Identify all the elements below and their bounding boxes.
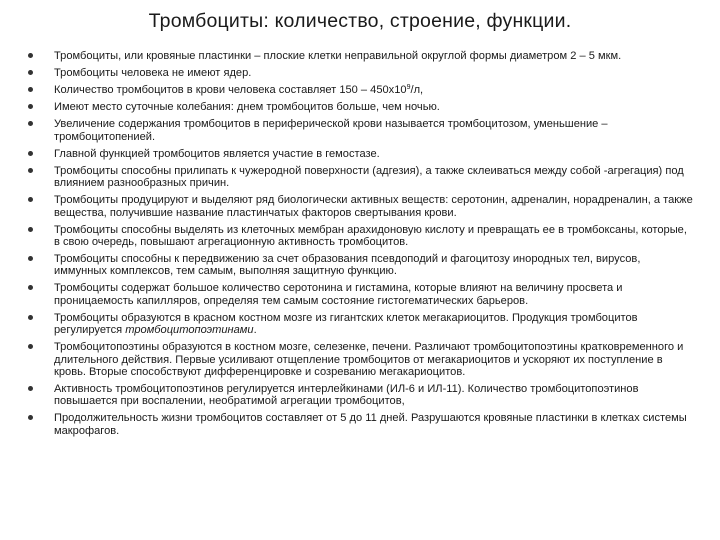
bullet-item — [28, 165, 694, 190]
bullet-text-pre: Тромбоциты образуются в красном костном мозге из гигантских клеток мегакариоцитов. Продукция тромбоцитов регулируется — [54, 311, 638, 337]
bullet-dot-icon — [28, 285, 33, 290]
bullet-dot-icon — [28, 70, 33, 75]
bullet-text-post: . — [253, 324, 257, 337]
bullet-text-pre: Количество тромбоцитов в крови человека составляет 150 – 450х10 — [54, 84, 407, 97]
bullet-item — [28, 148, 694, 160]
bullet-text: Тромбоциты способны к передвижению за счет образования псевдоподий и фагоцитозу инородных тел, вирусов, иммунных комплексов, тем самым, выполняя защитную функцию. — [54, 253, 641, 278]
slide-title: Тромбоциты: количество, строение, функции. — [148, 10, 572, 32]
bullet-item — [28, 312, 694, 337]
bullet-text: Имеют место суточные колебания: днем тромбоцитов больше, чем ночью. — [54, 101, 440, 114]
bullet-item — [28, 101, 694, 113]
bullet-item — [28, 224, 694, 249]
bullet-dot-icon — [28, 197, 33, 202]
bullet-item — [28, 50, 694, 62]
bullet-dot-icon — [28, 168, 33, 173]
bullet-text: Главной функцией тромбоцитов является участие в гемостазе. — [54, 147, 380, 160]
bullet-text: Тромбоциты, или кровяные пластинки – плоские клетки неправильной округлой формы диаметром 2 – 5 мкм. — [54, 50, 622, 62]
bullet-dot-icon — [28, 104, 33, 109]
bullet-dot-icon — [28, 87, 33, 92]
bullet-dot-icon — [28, 53, 33, 58]
bullet-emphasis: тромбоцитопоэтинами — [125, 324, 254, 337]
bullet-item — [28, 84, 694, 96]
bullet-text-post: /л, — [410, 84, 424, 97]
bullet-text: Тромбоциты человека не имеют ядер. — [54, 67, 252, 80]
bullet-item — [28, 412, 694, 437]
bullet-item — [28, 341, 694, 378]
bullet-item — [28, 383, 694, 408]
bullet-dot-icon — [28, 227, 33, 232]
bullet-dot-icon — [28, 344, 33, 349]
bullet-text: Активность тромбоцитопоэтинов регулируется интерлейкинами (ИЛ-6 и ИЛ-11). Количество тромбоцитопоэтинов повышается при воспалении, необратимой агрегации тромбоцитов, — [54, 382, 639, 408]
bullet-text: Тромбоциты способны прилипать к чужеродной поверхности (адгезия), а также склеиваться между собой -агрегация) под влиянием разнообразных причин. — [54, 164, 684, 190]
bullet-dot-icon — [28, 315, 33, 320]
bullet-list — [28, 50, 694, 442]
bullet-text: Тромбоциты продуцируют и выделяют ряд биологически активных веществ: серотонин, адреналин, норадреналин, а также вещества, получившие название пластинчатых факторов свертывания крови. — [54, 194, 693, 219]
bullet-dot-icon — [28, 415, 33, 420]
bullet-dot-icon — [28, 256, 33, 261]
bullet-text: Тромбоциты способны выделять из клеточных мембран арахидоновую кислоту и превращать ее в тромбоксаны, которые, в свою очередь, повышают агрегационную активность тромбоцитов. — [54, 223, 687, 248]
bullet-item — [28, 118, 694, 143]
bullet-dot-icon — [28, 121, 33, 126]
bullet-item — [28, 282, 694, 307]
bullet-item — [28, 194, 694, 219]
bullet-text: Тромбоциты содержат большое количество серотонина и гистамина, которые влияют на величину просвета и проницаемость капилляров, определяя тем самым состояние гистогематических барьеров. — [54, 282, 623, 307]
bullet-dot-icon — [28, 151, 33, 156]
bullet-dot-icon — [28, 386, 33, 391]
bullet-text: Увеличение содержания тромбоцитов в периферической крови называется тромбоцитозом, уменьшение – тромбоцитопенией. — [54, 118, 608, 143]
bullet-superscript: 9 — [406, 84, 411, 92]
bullet-item — [28, 67, 694, 79]
bullet-text: Продолжительность жизни тромбоцитов составляет от 5 до 11 дней. Разрушаются кровяные пластинки в клетках системы макрофагов. — [54, 412, 687, 437]
bullet-item — [28, 253, 694, 278]
bullet-text: Тромбоцитопоэтины образуются в костном мозге, селезенке, печени. Различают тромбоцитопоэтины кратковременного и длительного действия. Первые усиливают отщепление тромбоцитов от мегакариоцитов и ускоряют их поступление в кровь. Вторые способствуют дифференцировке и созреванию мегакариоцитов. — [54, 341, 684, 378]
